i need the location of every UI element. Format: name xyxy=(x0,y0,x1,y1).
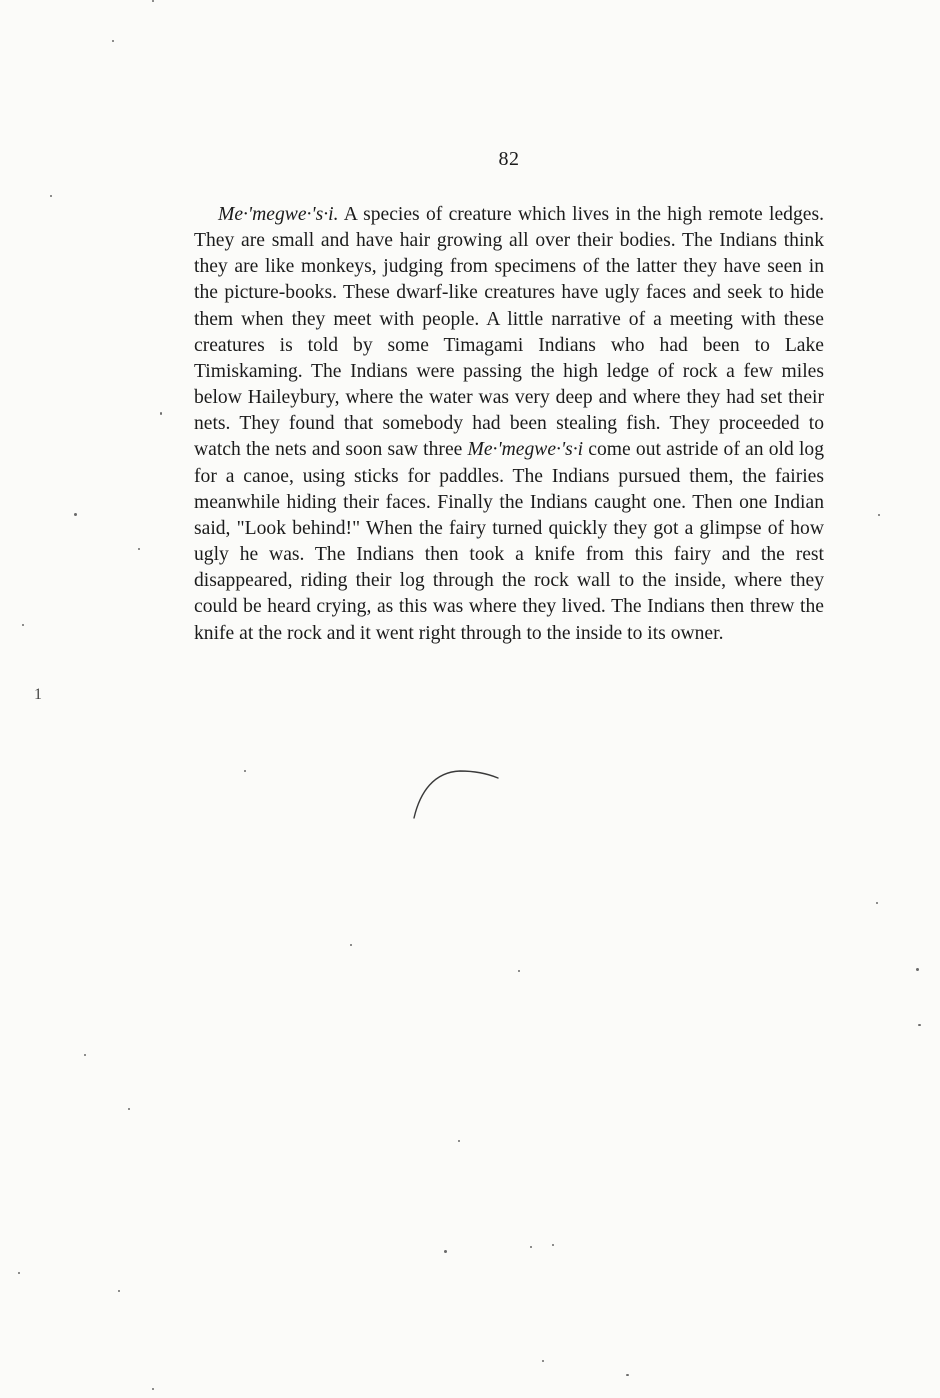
speck xyxy=(118,1290,120,1292)
speck xyxy=(530,1246,532,1248)
speck xyxy=(458,1140,460,1142)
speck xyxy=(916,968,919,971)
speck xyxy=(84,1054,86,1056)
page-number: 82 xyxy=(498,148,520,170)
speck xyxy=(128,1108,130,1110)
speck xyxy=(152,1388,154,1390)
term-heading: Me·'megwe·'s·i. xyxy=(218,204,339,225)
speck xyxy=(876,902,878,904)
speck xyxy=(542,1360,544,1362)
paragraph-intro-text: A species of creature which lives in the high remote ledges. They are small and have hair growing all over their bodies. The Indians think they are like monkeys, judging from specimens of the latter they have seen in the picture-books. These dwarf-like creatures have ugly faces and seek to hide them when they meet with people. A little narrative of a meeting with these creatures is told by some Timagami Indians who had been to Lake Timiskaming. The Indians were passing the high ledge of rock a few miles below Haileybury, where the water was very deep and where they had set their nets. They found that somebody had been stealing fish. They proceeded to watch the nets and soon saw three xyxy=(194,204,824,461)
speck xyxy=(518,970,520,972)
speck xyxy=(878,514,880,516)
speck xyxy=(22,624,24,626)
speck xyxy=(244,770,246,772)
speck xyxy=(18,1272,20,1274)
speck xyxy=(50,195,52,197)
speck xyxy=(138,548,140,550)
speck xyxy=(74,513,77,516)
paragraph-story-text: come out astride of an old log for a canoe, using sticks for paddles. The Indians pursued them, the fairies meanwhile hiding their faces. Finally the Indians caught one. Then one Indian said, "Look behind!" When the fairy turned quickly they got a glimpse of how ugly he was. The Indians then took a knife from this fairy and the rest disappeared, riding their log through the rock wall to the inside, where they could be heard crying, as this was where they lived. The Indians then threw the knife at the rock and it went right through to the inside to its owner. xyxy=(194,439,824,644)
term-inline: Me·'megwe·'s·i xyxy=(467,439,584,461)
margin-mark: 1 xyxy=(34,686,42,703)
speck xyxy=(918,1024,921,1026)
speck xyxy=(160,412,162,415)
speck xyxy=(626,1374,629,1376)
speck xyxy=(444,1250,447,1253)
speck xyxy=(552,1244,554,1246)
speck xyxy=(112,40,114,42)
speck xyxy=(350,944,352,946)
body-paragraph xyxy=(194,202,824,647)
speck xyxy=(152,0,154,2)
pen-stroke-mark xyxy=(408,762,508,822)
